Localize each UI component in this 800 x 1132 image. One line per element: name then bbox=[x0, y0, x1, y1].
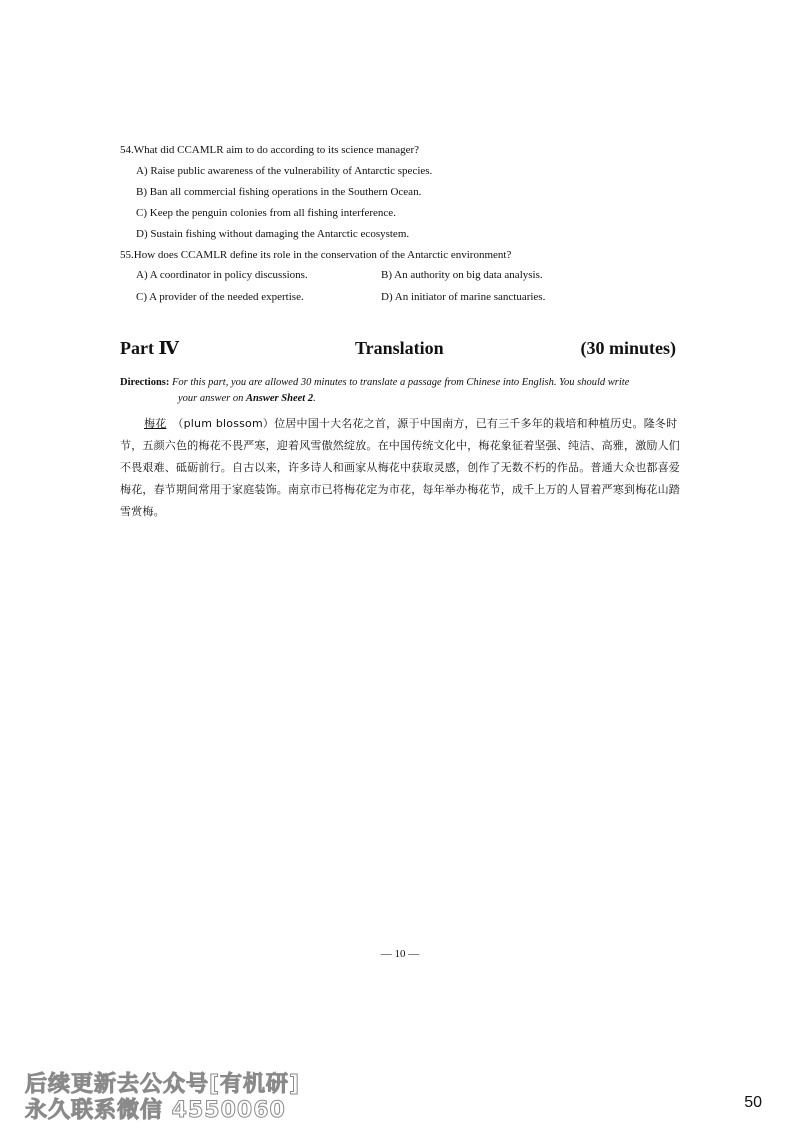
part-time: (30 minutes) bbox=[580, 338, 676, 358]
directions-answer-sheet: Answer Sheet 2 bbox=[245, 393, 314, 404]
part-header bbox=[120, 338, 676, 360]
translation-text: （plum blossom）位居中国十大名花之首，源于中国南方，已有三千多年的栽培和种植历史。隆冬时节，五颜六色的梅花不畏严寒，迎着风雪傲然绽放。在中国传统文化中，梅花象征着坚强、纯洁、高雅，激励人们不畏艰难、砥砺前行。自古以来，许多诗人和画家从梅花中获取灵感，创作了无数不朽的作品。普通大众也都喜爱梅花，春节期间常用于家庭装饰。南京市已将梅花定为市花，每年举办梅花节，成千上万的人冒着严寒到梅花山踏雪赏梅。 bbox=[120, 417, 680, 518]
directions-line2-suffix: . bbox=[313, 393, 316, 404]
question-54-option-b: B) Ban all commercial fishing operations in the Southern Ocean. bbox=[136, 186, 422, 198]
question-55-stem: 55.How does CCAMLR define its role in the conservation of the Antarctic environment? bbox=[120, 249, 512, 261]
corner-page-number: 50 bbox=[744, 1094, 762, 1111]
watermark-line1: 后续更新去公众号[有机研] bbox=[25, 1072, 301, 1097]
directions-label: Directions: bbox=[120, 377, 170, 388]
part-label: Part Ⅳ bbox=[120, 338, 179, 358]
watermark-line2: 永久联系微信 4550060 bbox=[25, 1098, 286, 1123]
question-55-option-d: D) An initiator of marine sanctuaries. bbox=[381, 291, 546, 303]
question-54-stem: 54.What did CCAMLR aim to do according to its science manager? bbox=[120, 144, 420, 156]
directions-line2-prefix: your answer on bbox=[178, 393, 246, 404]
translation-passage bbox=[120, 413, 682, 523]
question-54-option-a: A) Raise public awareness of the vulnerability of Antarctic species. bbox=[136, 165, 433, 177]
page-number: — 10 — bbox=[380, 948, 420, 960]
directions-line2 bbox=[178, 393, 316, 404]
translation-keyword: 梅花 bbox=[144, 417, 167, 430]
part-title: Translation bbox=[355, 338, 444, 358]
question-55-option-b: B) An authority on big data analysis. bbox=[381, 269, 543, 281]
directions bbox=[120, 373, 680, 393]
question-54-option-c: C) Keep the penguin colonies from all fishing interference. bbox=[136, 207, 396, 219]
question-55-option-c: C) A provider of the needed expertise. bbox=[136, 291, 304, 303]
question-55-option-a: A) A coordinator in policy discussions. bbox=[136, 269, 308, 281]
question-54-option-d: D) Sustain fishing without damaging the Antarctic ecosystem. bbox=[136, 228, 410, 240]
watermark bbox=[25, 1072, 300, 1124]
directions-text: For this part, you are allowed 30 minutes to translate a passage from Chinese into English. You should write bbox=[172, 377, 630, 388]
